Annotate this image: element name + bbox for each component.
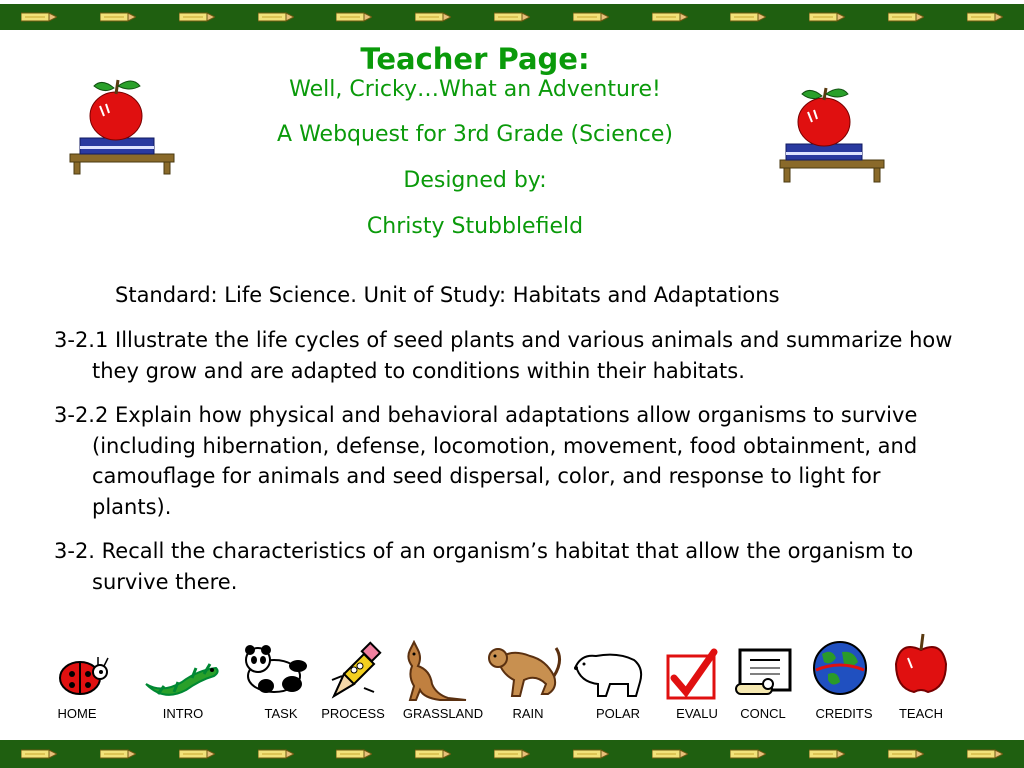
nav-label-intro[interactable]: INTRO	[162, 706, 204, 721]
pencil-icon	[494, 748, 530, 760]
nav-label-polar[interactable]: POLAR	[595, 706, 641, 721]
nav-polar[interactable]	[570, 648, 646, 698]
pencil-icon	[888, 11, 924, 23]
pencil-icon	[258, 748, 294, 760]
pencil-icon	[100, 11, 136, 23]
bottom-navigation	[40, 636, 970, 726]
pencil-icon	[179, 748, 215, 760]
nav-label-process[interactable]: PROCESS	[321, 706, 385, 721]
standards-list	[54, 325, 954, 597]
bottom-pencil-border	[0, 740, 1024, 768]
top-pencil-border	[0, 4, 1024, 30]
pencil-icon	[21, 11, 57, 23]
nav-home[interactable]	[54, 654, 110, 698]
pencil-icon	[100, 748, 136, 760]
pencil-icon	[652, 748, 688, 760]
pencil-icon	[258, 11, 294, 23]
nav-task[interactable]	[236, 644, 314, 698]
ladybug-icon	[54, 654, 110, 698]
nav-process[interactable]	[324, 640, 384, 700]
nav-label-credits[interactable]: CREDITS	[815, 706, 873, 721]
subtitle-line-3: Designed by:	[403, 168, 547, 193]
pencil-icon	[415, 11, 451, 23]
pencil-icon	[21, 748, 57, 760]
pencil-icon	[967, 748, 1003, 760]
lizard-icon	[142, 654, 222, 698]
pencil-icon	[730, 11, 766, 23]
nav-label-evalu[interactable]: EVALU	[676, 706, 718, 721]
page-title-text: Teacher Page	[360, 42, 578, 76]
pencil-icon	[967, 11, 1003, 23]
nav-label-task[interactable]: TASK	[264, 706, 298, 721]
subtitle-line-1: Well, Cricky…What an Adventure!	[289, 77, 661, 102]
panda-icon	[236, 644, 314, 698]
subtitle-line-2: A Webquest for 3rd Grade (Science)	[277, 122, 673, 147]
pencil-icon	[494, 11, 530, 23]
apple-icon	[892, 630, 950, 694]
polar-bear-icon	[570, 648, 646, 698]
nav-label-home[interactable]: HOME	[57, 706, 97, 721]
monkey-icon	[484, 640, 564, 698]
apple-on-books-right	[776, 84, 888, 186]
nav-label-grassland[interactable]: GRASSLAND	[402, 706, 484, 721]
pencil-icon	[888, 748, 924, 760]
pencil-icon	[415, 748, 451, 760]
pencil-icon	[809, 748, 845, 760]
pencil-icon	[336, 11, 372, 23]
apple-on-books-left	[66, 74, 178, 176]
diploma-icon	[734, 648, 794, 700]
pencil-icon	[730, 748, 766, 760]
pencil-icon	[809, 11, 845, 23]
page-title-colon: :	[577, 42, 590, 76]
header	[240, 40, 710, 261]
nav-label-rain[interactable]: RAIN	[512, 706, 544, 721]
nav-label-concl[interactable]: CONCL	[740, 706, 786, 721]
nav-grassland[interactable]	[400, 640, 468, 702]
nav-label-teach[interactable]: TEACH	[898, 706, 944, 721]
pencil-icon	[336, 748, 372, 760]
nav-teach[interactable]	[892, 630, 950, 694]
nav-intro[interactable]	[142, 654, 222, 698]
checkmark-icon	[666, 648, 718, 700]
pencil-icon	[573, 748, 609, 760]
nav-concl[interactable]	[734, 648, 794, 700]
nav-rain[interactable]	[484, 640, 564, 698]
kangaroo-icon	[400, 640, 468, 702]
pencil-icon	[573, 11, 609, 23]
pencil-character-icon	[324, 640, 384, 700]
pencil-icon	[179, 11, 215, 23]
list-item: 3-2. Recall the characteristics of an organism’s habitat that allow the organism to survive there.	[54, 539, 914, 594]
list-item: 3-2.1 Illustrate the life cycles of seed plants and various animals and summarize how they grow and are adapted to conditions within their habitats.	[54, 328, 953, 383]
subtitle-line-4: Christy Stubblefield	[366, 214, 584, 239]
page-title	[240, 40, 710, 78]
standard-line: Standard: Life Science. Unit of Study: Habitats and Adaptations	[115, 283, 780, 307]
globe-icon	[810, 640, 870, 698]
nav-evalu[interactable]	[666, 648, 718, 700]
list-item: 3-2.2 Explain how physical and behavioral adaptations allow organisms to survive (including hibernation, defense, locomotion, movement, food obtainment, and camouflage for animals and seed dispersal, color, and response to light for plants).	[54, 403, 918, 519]
pencil-icon	[652, 11, 688, 23]
nav-credits[interactable]	[810, 640, 870, 698]
